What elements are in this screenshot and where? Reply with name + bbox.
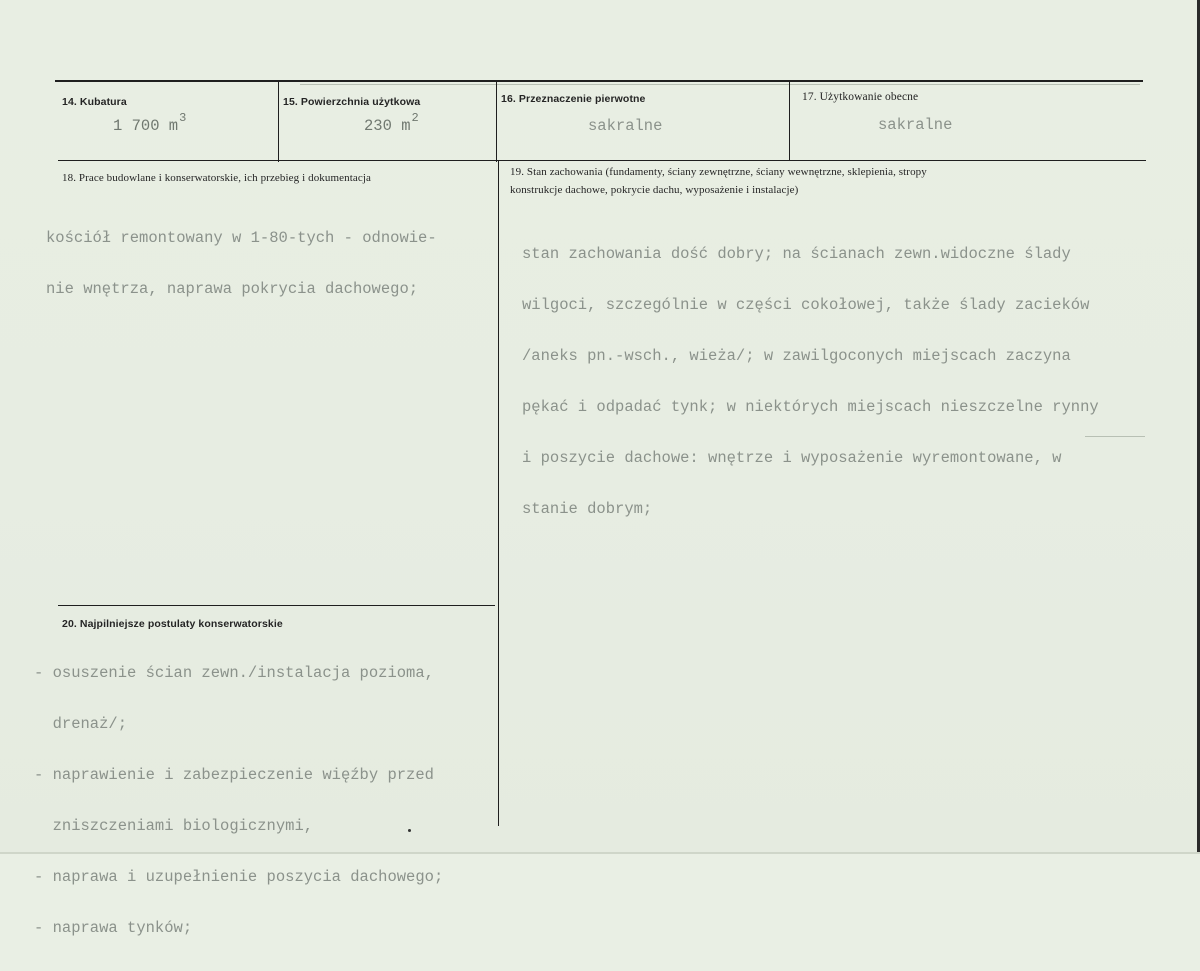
top-rule — [55, 80, 1143, 82]
field-19-line: /aneks pn.-wsch., wieża/; w zawilgoconych miejscach zaczyna — [522, 347, 1071, 365]
divider-15-16 — [496, 82, 497, 162]
field-19-line: i poszycie dachowe: wnętrze i wyposażenie wyremontowane, w — [522, 449, 1062, 467]
field-16-label: 16. Przeznaczenie pierwotne — [501, 93, 646, 105]
divider-14-15 — [278, 82, 279, 162]
field-14-number: 1 700 m — [113, 117, 179, 135]
field-20-label: 20. Najpilniejsze postulaty konserwatorskie — [62, 618, 283, 630]
field-15-value — [364, 111, 419, 136]
field-20-line: - naprawa tynków; — [34, 919, 193, 937]
field-18-text — [46, 196, 437, 332]
field-15-unit-sup: 2 — [411, 111, 419, 125]
field-20-text — [34, 631, 443, 971]
field-17-label: 17. Użytkowanie obecne — [802, 91, 919, 103]
section-20-rule — [58, 605, 495, 606]
field-19-line: wilgoci, szczególnie w części cokołowej, także ślady zacieków — [522, 296, 1090, 314]
field-15-label: 15. Powierzchnia użytkowa — [283, 96, 421, 108]
field-20-line: drenaż/; — [34, 715, 128, 733]
ink-speck — [408, 829, 411, 832]
field-14-value — [113, 111, 187, 136]
bleed-line-top — [300, 84, 1140, 85]
field-18-label: 18. Prace budowlane i konserwatorskie, ich przebieg i dokumentacja — [62, 172, 371, 184]
header-row-rule — [58, 160, 1146, 161]
field-19-line: stan zachowania dość dobry; na ścianach zewn.widoczne ślady — [522, 245, 1071, 263]
field-19-line: pękać i odpadać tynk; w niektórych miejscach nieszczelne rynny — [522, 398, 1099, 416]
field-19-label-line2: konstrukcje dachowe, pokrycie dachu, wyposażenie i instalacje) — [510, 184, 799, 196]
field-18-line: nie wnętrza, naprawa pokrycia dachowego; — [46, 280, 419, 298]
field-15-number: 230 m — [364, 117, 411, 135]
field-14-unit-sup: 3 — [179, 111, 187, 125]
divider-16-17 — [789, 82, 790, 160]
field-20-line: - osuszenie ścian zewn./instalacja pozioma, — [34, 664, 434, 682]
field-18-line: kościół remontowany w 1-80-tych - odnowie- — [46, 229, 437, 247]
field-19-text — [522, 212, 1099, 552]
field-17-value: sakralne — [878, 116, 953, 134]
field-19-label-line1: 19. Stan zachowania (fundamenty, ściany zewnętrzne, ściany wewnętrzne, sklepienia, stropy — [510, 166, 927, 178]
field-20-line: - naprawienie i zabezpieczenie więźby przed — [34, 766, 434, 784]
field-16-value: sakralne — [588, 117, 663, 135]
field-20-line: - naprawa i uzupełnienie poszycia dachowego; — [34, 868, 444, 886]
main-vertical-divider — [498, 160, 499, 826]
field-20-line: zniszczeniami biologicznymi, — [34, 817, 314, 835]
field-19-line: stanie dobrym; — [522, 500, 653, 518]
field-14-label: 14. Kubatura — [62, 96, 127, 108]
